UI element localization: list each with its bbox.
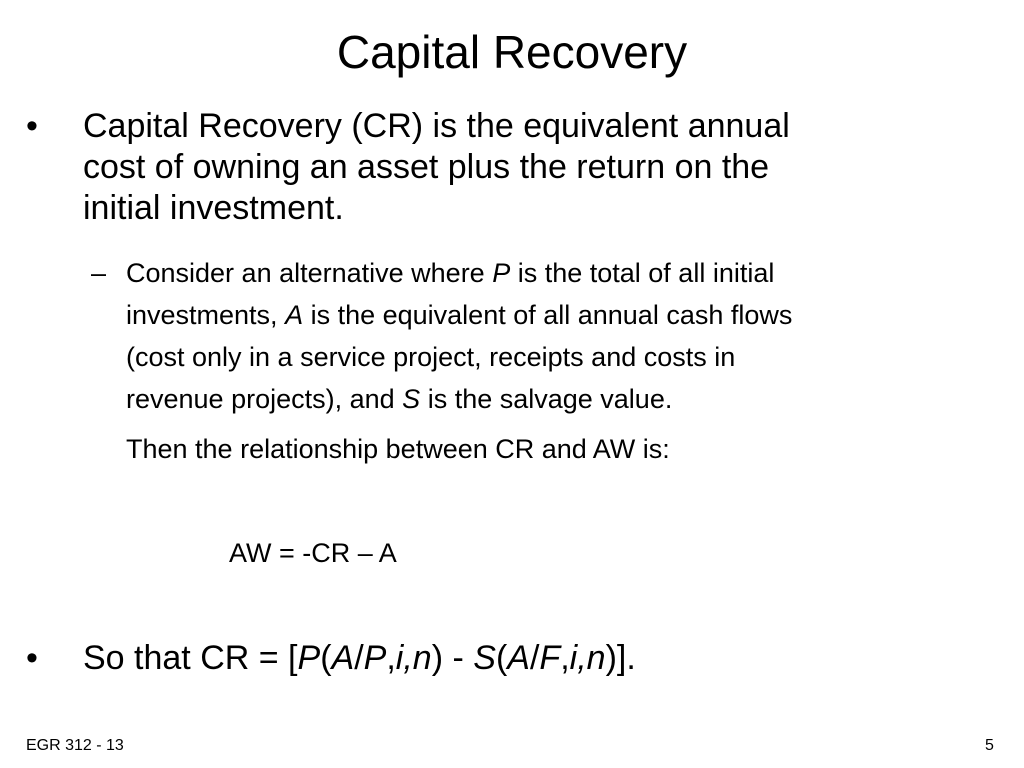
footer-course-label: EGR 312 - 13 xyxy=(26,737,124,754)
bullet-line-1: Capital Recovery (CR) is the equivalent annual xyxy=(83,107,790,145)
sub-bullet-marker: – xyxy=(91,258,107,288)
variable-a: A xyxy=(507,639,530,677)
bullet-text xyxy=(83,106,963,229)
text-segment: Consider an alternative where xyxy=(126,258,493,288)
bullet-marker: • xyxy=(26,107,38,145)
slide-title: Capital Recovery xyxy=(336,26,688,78)
variable-a: A xyxy=(285,300,304,330)
paren-close-minus: ) - xyxy=(431,639,474,677)
variable-f: F xyxy=(539,639,561,677)
text-segment: is the total of all initial xyxy=(510,258,775,288)
variable-p: P xyxy=(297,639,321,677)
sub-bullet-text xyxy=(126,252,986,420)
formula-prefix: So that CR = [ xyxy=(83,639,298,677)
sub-line-2 xyxy=(126,294,986,336)
slash: / xyxy=(529,639,540,677)
variable-p: P xyxy=(363,639,387,677)
bullet-line-2: cost of owning an asset plus the return on the xyxy=(83,148,770,186)
sub-line-1 xyxy=(126,252,986,294)
paren-close-end: )]. xyxy=(605,639,636,677)
cr-formula xyxy=(83,638,636,679)
aw-equation: AW = -CR – A xyxy=(229,538,397,568)
relationship-intro: Then the relationship between CR and AW is: xyxy=(126,434,670,464)
bullet-marker: • xyxy=(26,639,38,677)
text-segment: investments, xyxy=(126,300,286,330)
comma: , xyxy=(560,639,570,677)
slash: / xyxy=(354,639,364,677)
text-segment: is the equivalent of all annual cash flows xyxy=(303,300,793,330)
paren-open: ( xyxy=(495,639,508,677)
variable-a: A xyxy=(331,639,355,677)
footer-page-number: 5 xyxy=(985,737,994,754)
variable-s: S xyxy=(402,384,421,414)
variable-s: S xyxy=(473,639,496,677)
paren-open: ( xyxy=(320,639,332,677)
sub-line-3: (cost only in a service project, receipts and costs in xyxy=(126,342,736,372)
variable-i-n: i,n xyxy=(395,639,432,677)
bullet-line-3: initial investment. xyxy=(83,189,344,227)
sub-line-4 xyxy=(126,378,986,420)
variable-i-n: i,n xyxy=(569,639,606,677)
text-segment: revenue projects), and xyxy=(126,384,403,414)
text-segment: is the salvage value. xyxy=(420,384,673,414)
variable-p: P xyxy=(492,258,511,288)
comma: , xyxy=(386,639,396,677)
